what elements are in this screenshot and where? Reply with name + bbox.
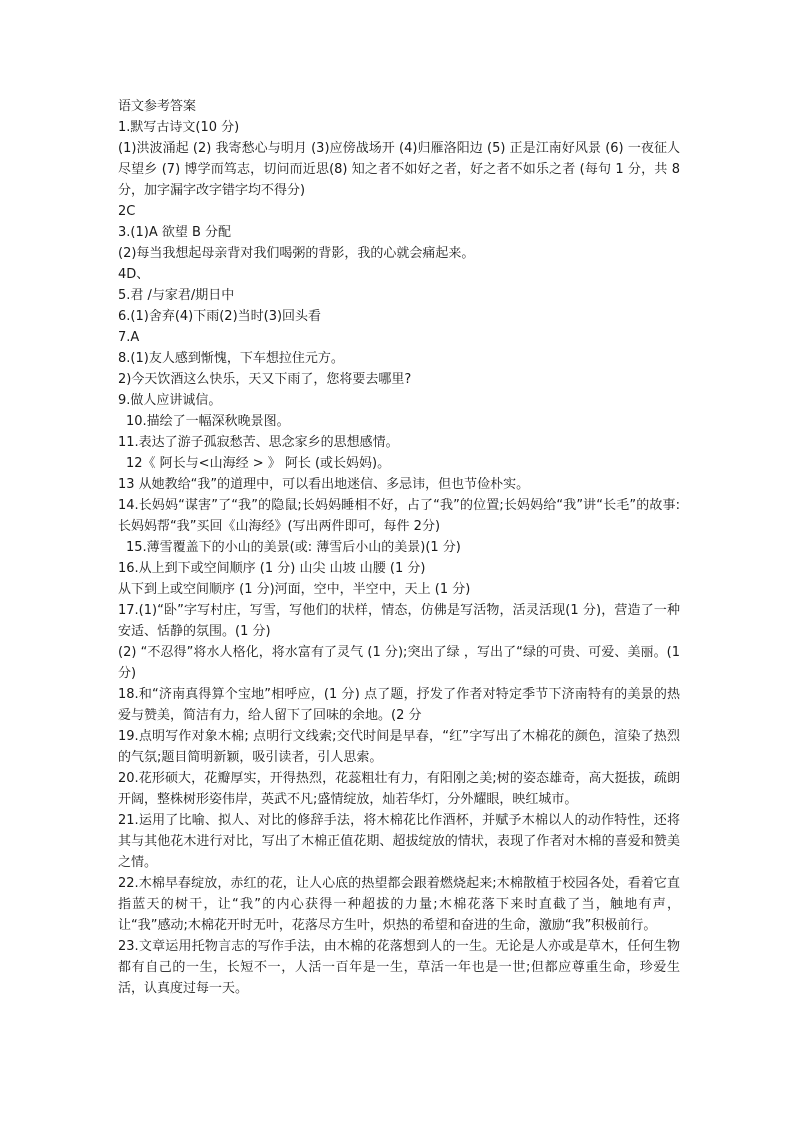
answer-item-16-2: 从下到上或空间顺序 (1 分)河面，空中，半空中，天上 (1 分)	[118, 582, 471, 597]
answer-item-13: 13 从她教给“我”的道理中，可以看出地迷信、多忌讳，但也节俭朴实。	[118, 477, 530, 492]
answer-item-6: 6.(1)舍弃(4)下雨(2)当时(3)回头看	[118, 309, 322, 324]
answer-item-9: 9.做人应讲诚信。	[118, 393, 222, 408]
answer-item-15: 15.薄雪覆盖下的小山的美景(或: 薄雪后小山的美景)(1 分)	[126, 540, 461, 555]
answer-item-20: 20.花形硕大，花瓣厚实，开得热烈，花蕊粗壮有力，有阳刚之美;树的姿态雄奇，高大挺拔，疏朗开阔，整株树形姿伟岸，英武不凡;盛情绽放，灿若华灯，分外耀眼，映红城市。	[118, 771, 680, 807]
answer-item-21: 21.运用了比喻、拟人、对比的修辞手法，将木棉花比作酒杯，并赋予木棉以人的动作特性，还将其与其他花木进行对比，写出了木棉正值花期、超拔绽放的情状，表现了作者对木棉的喜爱和赞美之情。	[118, 813, 680, 870]
answer-item-8-2: 2)今天饮酒这么快乐，天又下雨了，您将要去哪里?	[118, 372, 412, 387]
document-title: 语文参考答案	[118, 99, 197, 114]
answer-item-4: 4D、	[118, 267, 150, 282]
answer-item-10: 10.描绘了一幅深秋晚景图。	[126, 414, 290, 429]
answer-item-3-1: 3.(1)A 欲望 B 分配	[118, 225, 232, 240]
answer-item-1-detail: (1)洪波涌起 (2) 我寄愁心与明月 (3)应傍战场开 (4)归雁洛阳边 (5) 正是江南好风景 (6) 一夜征人尽望乡 (7) 博学而笃志，切问而近思(8) 知之者不如好之者，好之者不如乐之者 (每句 1 分，共 8 分，加字漏字改字错字均不得分)	[118, 141, 680, 198]
answer-item-11: 11.表达了游子孤寂愁苦、思念家乡的思想感情。	[118, 435, 399, 450]
answer-item-14: 14.长妈妈“谋害”了“我”的隐鼠;长妈妈睡相不好，占了“我”的位置;长妈妈给“我”讲“长毛”的故事:长妈妈帮“我”买回《山海经》(写出两件即可，每件 2分)	[118, 498, 680, 534]
answer-item-17-1: 17.(1)“卧”字写村庄，写雪，写他们的状样，情态，仿佛是写活物，活灵活现(1 分)，营造了一种安适、恬静的氛围。(1 分)	[118, 603, 680, 639]
answer-item-16-1: 16.从上到下或空间顺序 (1 分) 山尖 山坡 山腰 (1 分)	[118, 561, 426, 576]
answer-item-3-2: (2)每当我想起母亲背对我们喝粥的背影，我的心就会痛起来。	[118, 246, 475, 261]
answer-item-2: 2C	[118, 204, 136, 219]
answer-item-8-1: 8.(1)友人感到惭愧，下车想拉住元方。	[118, 351, 344, 366]
answer-item-7: 7.A	[118, 330, 140, 345]
answer-document	[118, 96, 680, 999]
answer-item-1: 1.默写古诗文(10 分)	[118, 120, 240, 135]
answer-item-18: 18.和“济南真得算个宝地”相呼应，(1 分) 点了题，抒发了作者对特定季节下济南特有的美景的热爱与赞美，简洁有力，给人留下了回味的余地。(2 分	[118, 687, 680, 723]
answer-item-19: 19.点明写作对象木棉; 点明行文线索;交代时间是早春，“红”字写出了木棉花的颜色，渲染了热烈的气氛;题目简明新颖，吸引读者，引人思索。	[118, 729, 680, 765]
answer-item-23: 23.文章运用托物言志的写作手法，由木棉的花落想到人的一生。无论是人亦或是草木，任何生物都有自己的一生，长短不一，人活一百年是一生，草活一年也是一世;但都应尊重生命，珍爱生活，认真度过每一天。	[118, 939, 680, 996]
answer-item-5: 5.君 /与家君/期日中	[118, 288, 235, 303]
answer-item-17-2: (2) “不忍得”将水人格化，将水富有了灵气 (1 分);突出了绿 ，写出了“绿的可贵、可爱、美丽。(1 分)	[118, 645, 680, 681]
answer-item-12: 12《 阿长与<山海经 > 》 阿长 (或长妈妈)。	[126, 456, 391, 471]
answer-item-22: 22.木棉早春绽放，赤红的花，让人心底的热望都会跟着燃烧起来;木棉散植于校园各处，看着它直指蓝天的树干，让“我”的内心获得一种超拔的力量;木棉花落下来时直截了当，触地有声，让“我”感动;木棉花开时无叶，花落尽方生叶，炽热的希望和奋进的生命，激励“我”积极前行。	[118, 876, 680, 933]
